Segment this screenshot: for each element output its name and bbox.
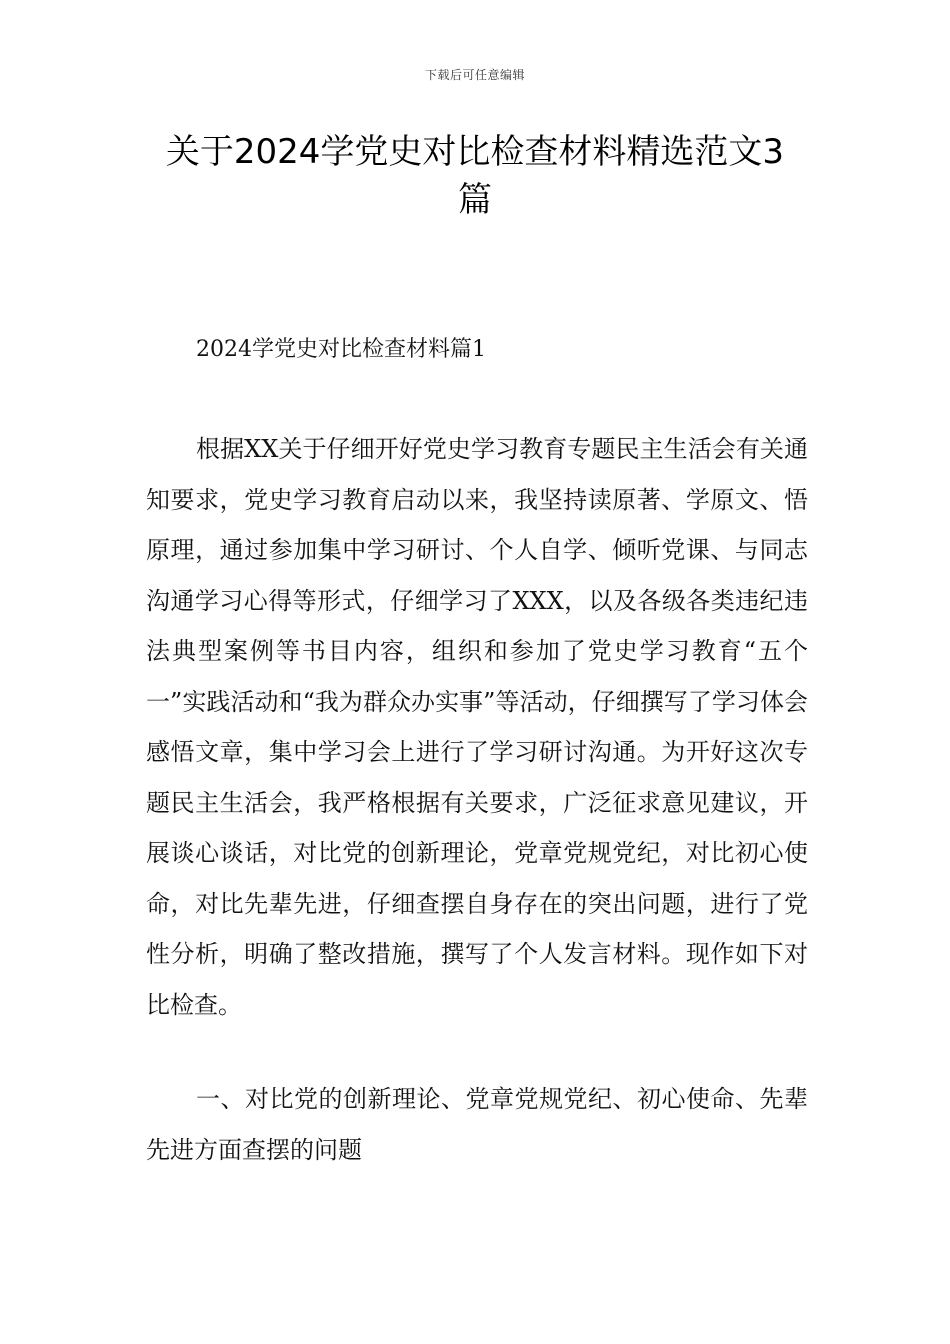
header-note: 下载后可任意编辑: [424, 68, 525, 82]
body-paragraph-section-one: 一、对比党的创新理论、党章党规党纪、初心使命、先辈先进方面查摆的问题: [146, 1085, 808, 1164]
body-paragraph-intro: 根据XX关于仔细开好党史学习教育专题民主生活会有关通知要求，党史学习教育启动以来，我坚持读原著、学原文、悟原理，通过参加集中学习研讨、个人自学、倾听党课、与同志沟通学习心得等形式，仔细学习了XXX，以及各级各类违纪违法典型案例等书目内容，组织和参加了党史学习教育“五个一”实践活动和“我为群众办实事”等活动，仔细撰写了学习体会感悟文章，集中学习会上进行了学习研讨沟通。为开好这次专题民主生活会，我严格根据有关要求，广泛征求意见建议，开展谈心谈话，对比党的创新理论，党章党规党纪，对比初心使命，对比先辈先进，仔细查摆自身存在的突出问题，进行了党性分析，明确了整改措施，撰写了个人发言材料。现作如下对比检查。: [146, 435, 808, 1019]
document-title: 关于2024学党史对比检查材料精选范文3篇: [165, 132, 785, 220]
section-heading: 2024学党史对比检查材料篇1: [196, 337, 486, 362]
